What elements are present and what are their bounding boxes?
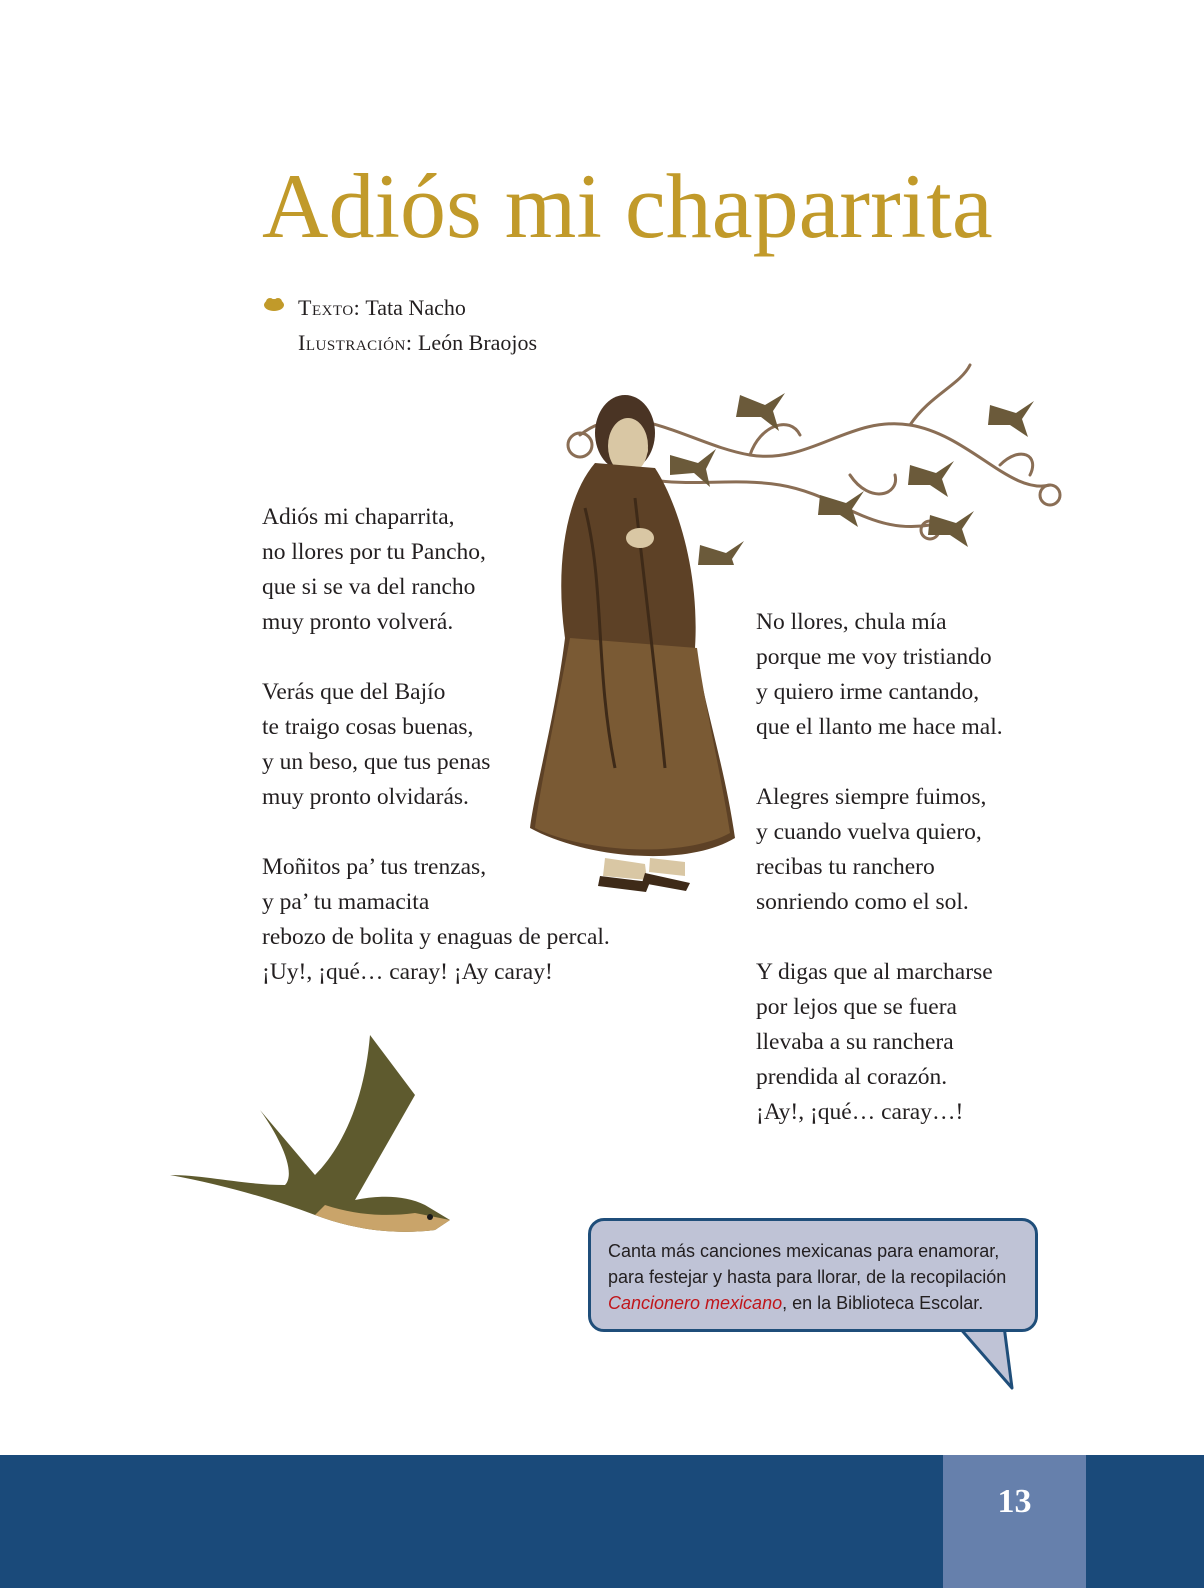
illustration-credit <box>298 325 537 360</box>
poem-right-column <box>756 605 1003 1130</box>
poem-left-column <box>262 500 610 990</box>
poem-line: No llores, chula mía <box>756 609 947 635</box>
stanza <box>262 850 610 990</box>
text-credit-label: Texto: <box>298 295 361 320</box>
poem-line: y quiero irme cantando, <box>756 679 980 705</box>
stanza <box>262 500 610 640</box>
note-text <box>608 1238 1038 1316</box>
poem-line: ¡Ay!, ¡qué… caray…! <box>756 1099 964 1125</box>
poem-line: prendida al corazón. <box>756 1064 948 1090</box>
swallow-illustration <box>165 1035 465 1250</box>
text-credit-author: Tata Nacho <box>360 295 466 320</box>
poem-line: que el llanto me hace mal. <box>756 714 1003 740</box>
poem-line: y pa’ tu mamacita <box>262 889 430 915</box>
illustration-credit-label: Ilustración: <box>298 330 413 355</box>
poem-line: ¡Uy!, ¡qué… caray! ¡Ay caray! <box>262 959 553 985</box>
page-title: Adiós mi chaparrita <box>262 155 993 257</box>
callout-tail-icon <box>958 1326 1018 1390</box>
text-credit <box>298 290 537 325</box>
illustration-credit-author: León Braojos <box>412 330 538 355</box>
poem-line: rebozo de bolita y enaguas de percal. <box>262 924 610 950</box>
stanza <box>756 955 1003 1130</box>
poem-line: muy pronto volverá. <box>262 609 454 635</box>
poem-line: y un beso, que tus penas <box>262 749 491 775</box>
poem-line: llevaba a su ranchera <box>756 1029 954 1055</box>
poem-line: por lejos que se fuera <box>756 994 957 1020</box>
poem-line: no llores por tu Pancho, <box>262 539 486 565</box>
flower-bullet-icon <box>262 296 286 314</box>
note-book-title[interactable]: Cancionero mexicano <box>608 1293 783 1313</box>
poem-line: Moñitos pa’ tus trenzas, <box>262 854 487 880</box>
note-text-before: Canta más canciones mexicanas para enamorar, para festejar y hasta para llorar, de la recopilación <box>608 1241 1007 1287</box>
poem-line: muy pronto olvidarás. <box>262 784 469 810</box>
page-number: 13 <box>997 1483 1032 1520</box>
credits <box>298 290 537 360</box>
poem-line: Alegres siempre fuimos, <box>756 784 987 810</box>
stanza <box>262 675 610 815</box>
poem-line: recibas tu ranchero <box>756 854 935 880</box>
poem-line: te traigo cosas buenas, <box>262 714 474 740</box>
footer-bar <box>0 1455 1204 1588</box>
poem-line: Adiós mi chaparrita, <box>262 504 455 530</box>
note-callout <box>588 1218 1048 1390</box>
poem-line: Verás que del Bajío <box>262 679 446 705</box>
poem-line: Y digas que al marcharse <box>756 959 993 985</box>
stanza <box>756 605 1003 745</box>
poem-line: que si se va del rancho <box>262 574 476 600</box>
poem-line: y cuando vuelva quiero, <box>756 819 982 845</box>
note-text-after: , en la Biblioteca Escolar. <box>782 1293 984 1313</box>
page-number-box <box>943 1455 1086 1588</box>
poem-line: porque me voy tristiando <box>756 644 992 670</box>
stanza <box>756 780 1003 920</box>
callout-tail-cover <box>960 1318 1010 1334</box>
poem-line: sonriendo como el sol. <box>756 889 969 915</box>
